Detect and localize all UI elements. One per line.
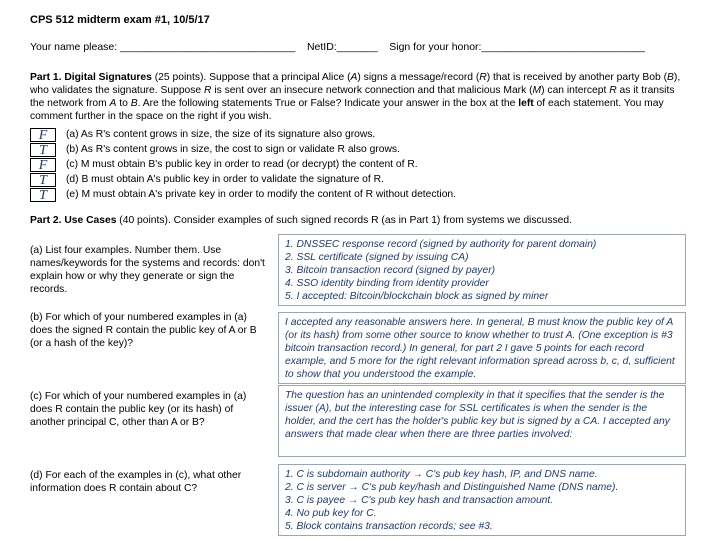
answer-box-d[interactable]	[278, 464, 686, 536]
answer-line: 5. Block contains transaction records; see #3.	[285, 521, 493, 532]
answer-box-a[interactable]	[278, 234, 686, 306]
answer-text: I accepted any reasonable answers here. In general, B must know the public key of A (or its hash) from some other source to know whether to trust A. (One exception is #3 bitcoin transaction record.) In general, for part 2 I gave 5 points for each record example, and 5 more for the right relevant information spread across b, c, d, sufficient to show that you understood the example.	[285, 317, 675, 380]
answer-line: 2. SSL certificate (signed by issuing CA)	[285, 252, 469, 263]
answer-line: 4. No pub key for C.	[285, 508, 377, 519]
statement-text: (c) M must obtain B's public key in order to read (or decrypt) the content of R.	[66, 159, 418, 170]
answer-box-b[interactable]	[278, 312, 686, 384]
answer-line: 5. I accepted: Bitcoin/blockchain block as signed by miner	[285, 291, 549, 302]
part1-intro	[30, 71, 690, 123]
part1-text: as it transits the network from	[30, 85, 675, 109]
var-a: A	[350, 72, 358, 83]
answer-line: 1. DNSSEC response record (signed by authority for parent domain)	[285, 239, 597, 250]
answer-box[interactable]: F	[30, 128, 56, 142]
question-b: (b) For which of your numbered examples in (a) does the signed R contain the public key of A or B (or a hash of the key)?	[30, 312, 257, 349]
answer-box[interactable]: T	[30, 143, 56, 157]
var-m: M	[532, 85, 542, 96]
statement-text: (a) As R's content grows in size, the size of its signature also grows.	[66, 129, 376, 140]
part1-heading: Part 1. Digital Signatures	[30, 72, 152, 83]
part1-text: ), who validates the signature. Suppose	[30, 72, 681, 96]
left-word: left	[518, 98, 534, 109]
answer-box[interactable]: T	[30, 173, 56, 187]
var-a: A	[109, 98, 117, 109]
var-b: B	[130, 98, 138, 109]
statement-text: (d) B must obtain A's public key in order to validate the signature of R.	[66, 174, 384, 185]
part1-text: is sent over an insecure network connection and that malicious Mark (	[211, 85, 533, 96]
statement-text: (e) M must obtain A's private key in order to modify the content of R without detection.	[66, 189, 457, 200]
part1-text: ) signs a message/record (	[357, 72, 480, 83]
tf-item-d	[30, 172, 384, 187]
answer-line: 2. C is server → C's pub key/hash and Distinguished Name (DNS name).	[285, 482, 619, 493]
tf-item-b	[30, 142, 400, 157]
question-a: (a) List four examples. Number them. Use names/keywords for the systems and records: don't explain how or why they generate or sign the records.	[30, 245, 265, 295]
tf-item-c	[30, 157, 418, 172]
question-d: (d) For each of the examples in (c), what other information does R contain about C?	[30, 470, 242, 494]
part1-text: . Are the following statements True or False? Indicate your answer in the box at the	[137, 98, 519, 109]
answer-line: 3. C is payee → C's pub key hash and transaction amount.	[285, 495, 554, 506]
answer-text: The question has an unintended complexity in that it specifies that the sender is the issuer (A), but the interesting case for SSL certificates is when the sender is the holder, and the cert has the holder's public key but is signed by a CA. I accepted any answers that made clear when there are three parties involved:	[285, 390, 670, 440]
part2-intro	[30, 214, 690, 227]
var-r: R	[204, 85, 212, 96]
answer-box[interactable]: F	[30, 158, 56, 172]
var-r: R	[479, 72, 487, 83]
var-b: B	[667, 72, 674, 83]
part1-text: (25 points). Suppose that a principal Alice (	[151, 72, 351, 83]
statement-text: (b) As R's content grows in size, the cost to sign or validate R also grows.	[66, 144, 400, 155]
part1-text: ) that is received by another party Bob (	[486, 72, 668, 83]
answer-line: 4. SSO identity binding from identity provider	[285, 278, 489, 289]
answer-line: 1. C is subdomain authority → C's pub key hash, IP, and DNS name.	[285, 469, 598, 480]
answer-box-c[interactable]	[278, 385, 686, 457]
answer-box[interactable]: T	[30, 188, 56, 202]
part1-text: of each statement. You may comment further in the space on the right if you wish.	[30, 98, 664, 122]
part1-text: ) can intercept	[541, 85, 610, 96]
name-netid-honor-line: Your name please: ______________________________ NetID:_______ Sign for your honor:____________________________	[30, 41, 645, 53]
part1-text: to	[116, 98, 131, 109]
exam-title: CPS 512 midterm exam #1, 10/5/17	[30, 14, 210, 26]
answer-line: 3. Bitcoin transaction record (signed by payer)	[285, 265, 496, 276]
part2-heading: Part 2. Use Cases	[30, 215, 117, 226]
tf-item-a	[30, 127, 375, 142]
tf-item-e	[30, 187, 456, 202]
var-r: R	[609, 85, 617, 96]
question-c: (c) For which of your numbered examples in (a) does R contain the public key (or its hash) of another principal C, other than A or B?	[30, 391, 247, 428]
part2-text: (40 points). Consider examples of such signed records R (as in Part 1) from systems we discussed.	[116, 215, 572, 226]
